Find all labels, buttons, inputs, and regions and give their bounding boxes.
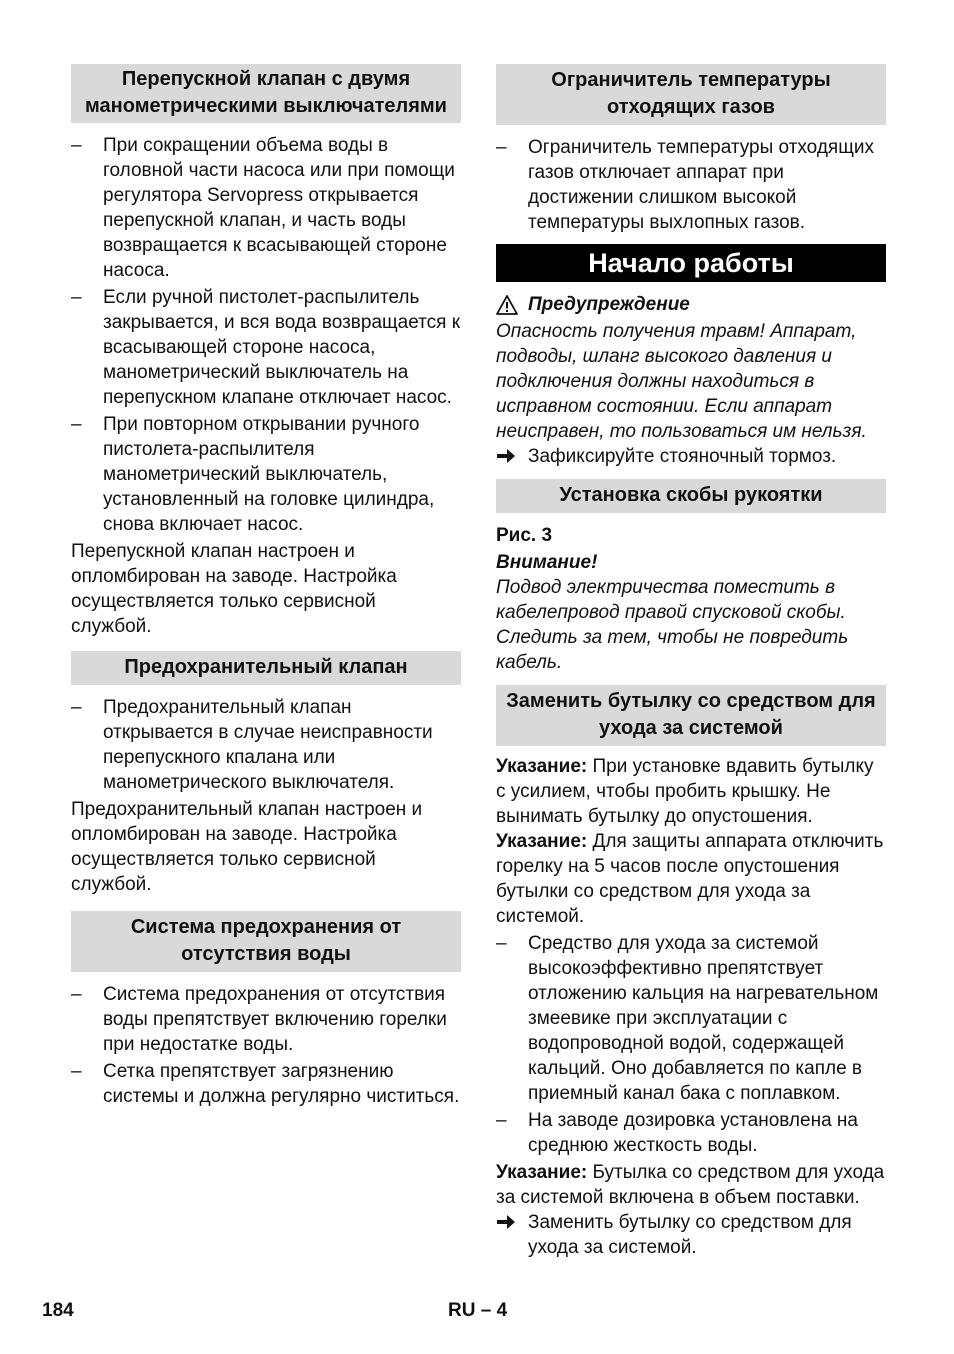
bypass-valve-paragraph: Перепускной клапан настроен и опломбирован на заводе. Настройка осуществляется только сервисной службой. bbox=[71, 541, 397, 637]
main-section-title: Начало работы bbox=[496, 244, 886, 282]
exhaust-limiter-list bbox=[496, 135, 886, 235]
section-title-bypass-valve: Перепускной клапан с двумя манометрическими выключателями bbox=[71, 64, 461, 123]
list-item: – Средство для ухода за системой высокоэффективно препятствует отложению кальция на нагревательном змеевике при эксплуатации с водопроводной водой, содержащей кальций. Оно добавляется по капле в приемный канал бака с поплавком. bbox=[496, 931, 886, 1106]
list-item: – При повторном открывании ручного пистолета-распылителя манометрический выключатель, установленный на головке цилиндра, снова включает насос. bbox=[71, 412, 461, 537]
warning-heading bbox=[496, 292, 886, 317]
replace-bottle-list bbox=[496, 931, 886, 1158]
water-protection-list bbox=[71, 982, 461, 1109]
figure-label: Рис. 3 bbox=[496, 525, 553, 546]
bypass-valve-list bbox=[71, 133, 461, 537]
note-paragraph bbox=[496, 754, 886, 829]
list-item: – Предохранительный клапан открывается в случае неисправности перепускного кпалана или манометрического выключателя. bbox=[71, 695, 461, 795]
note-label: Указание: bbox=[496, 831, 588, 852]
safety-valve-list bbox=[71, 695, 461, 795]
list-item: – Если ручной пистолет-распылитель закрывается, и вся вода возвращается к всасывающей стороне насоса, манометрический выключатель на перепускном клапане отключает насос. bbox=[71, 285, 461, 410]
section-title-handle-mount: Установка скобы рукоятки bbox=[496, 479, 886, 513]
note-label: Указание: bbox=[496, 1162, 588, 1183]
list-item: – При сокращении объема воды в головной части насоса или при помощи регулятора Servopress открывается перепускной клапан, и часть воды возвращается к всасывающей стороне насоса. bbox=[71, 133, 461, 283]
note-text: Для защиты аппарата отключить горелку на 5 часов после опустошения бутылки со средством для ухода за системой. bbox=[496, 831, 884, 927]
attention-text: Подвод электричества поместить в кабелепровод правой спусковой скобы. Следить за тем, чтобы не повредить кабель. bbox=[496, 577, 849, 673]
section-title-replace-bottle: Заменить бутылку со средством для ухода за системой bbox=[496, 685, 886, 746]
instruction-step bbox=[496, 444, 886, 469]
note-paragraph bbox=[496, 829, 886, 929]
warning-label: Предупреждение bbox=[528, 294, 690, 315]
warning-triangle-icon bbox=[496, 295, 518, 315]
note-label: Указание: bbox=[496, 756, 588, 777]
step-text: Заменить бутылку со средством для ухода за системой. bbox=[528, 1212, 852, 1258]
section-title-exhaust-limiter: Ограничитель температуры отходящих газов bbox=[496, 64, 886, 125]
page-number: 184 bbox=[42, 1300, 74, 1321]
note-paragraph bbox=[496, 1160, 886, 1210]
arrow-right-icon bbox=[496, 448, 516, 464]
list-item: – Сетка препятствует загрязнению системы и должна регулярно чиститься. bbox=[71, 1059, 461, 1109]
step-text: Зафиксируйте стояночный тормоз. bbox=[528, 446, 837, 467]
arrow-right-icon bbox=[496, 1214, 516, 1230]
section-title-safety-valve: Предохранительный клапан bbox=[71, 651, 461, 685]
note-text: Бутылка со средством для ухода за системой включена в объем поставки. bbox=[496, 1162, 885, 1208]
list-item: – Ограничитель температуры отходящих газов отключает аппарат при достижении слишком высокой температуры выхлопных газов. bbox=[496, 135, 886, 235]
instruction-step bbox=[496, 1210, 886, 1260]
warning-text: Опасность получения травм! Аппарат, подводы, шланг высокого давления и подключения должны находиться в исправном состоянии. Если аппарат неисправен, то пользоваться им нельзя. bbox=[496, 321, 867, 442]
attention-label: Внимание! bbox=[496, 552, 598, 573]
note-text: При установке вдавить бутылку с усилием, чтобы пробить крышку. Не вынимать бутылку до опустошения. bbox=[496, 756, 874, 827]
section-title-water-protection: Система предохранения от отсутствия воды bbox=[71, 911, 461, 972]
right-column bbox=[496, 64, 886, 1260]
list-item: – Система предохранения от отсутствия воды препятствует включению горелки при недостатке воды. bbox=[71, 982, 461, 1057]
list-item: – На заводе дозировка установлена на среднюю жесткость воды. bbox=[496, 1108, 886, 1158]
left-column bbox=[71, 64, 461, 1111]
safety-valve-paragraph: Предохранительный клапан настроен и опломбирован на заводе. Настройка осуществляется только сервисной службой. bbox=[71, 799, 423, 895]
page-code: RU – 4 bbox=[448, 1300, 508, 1321]
